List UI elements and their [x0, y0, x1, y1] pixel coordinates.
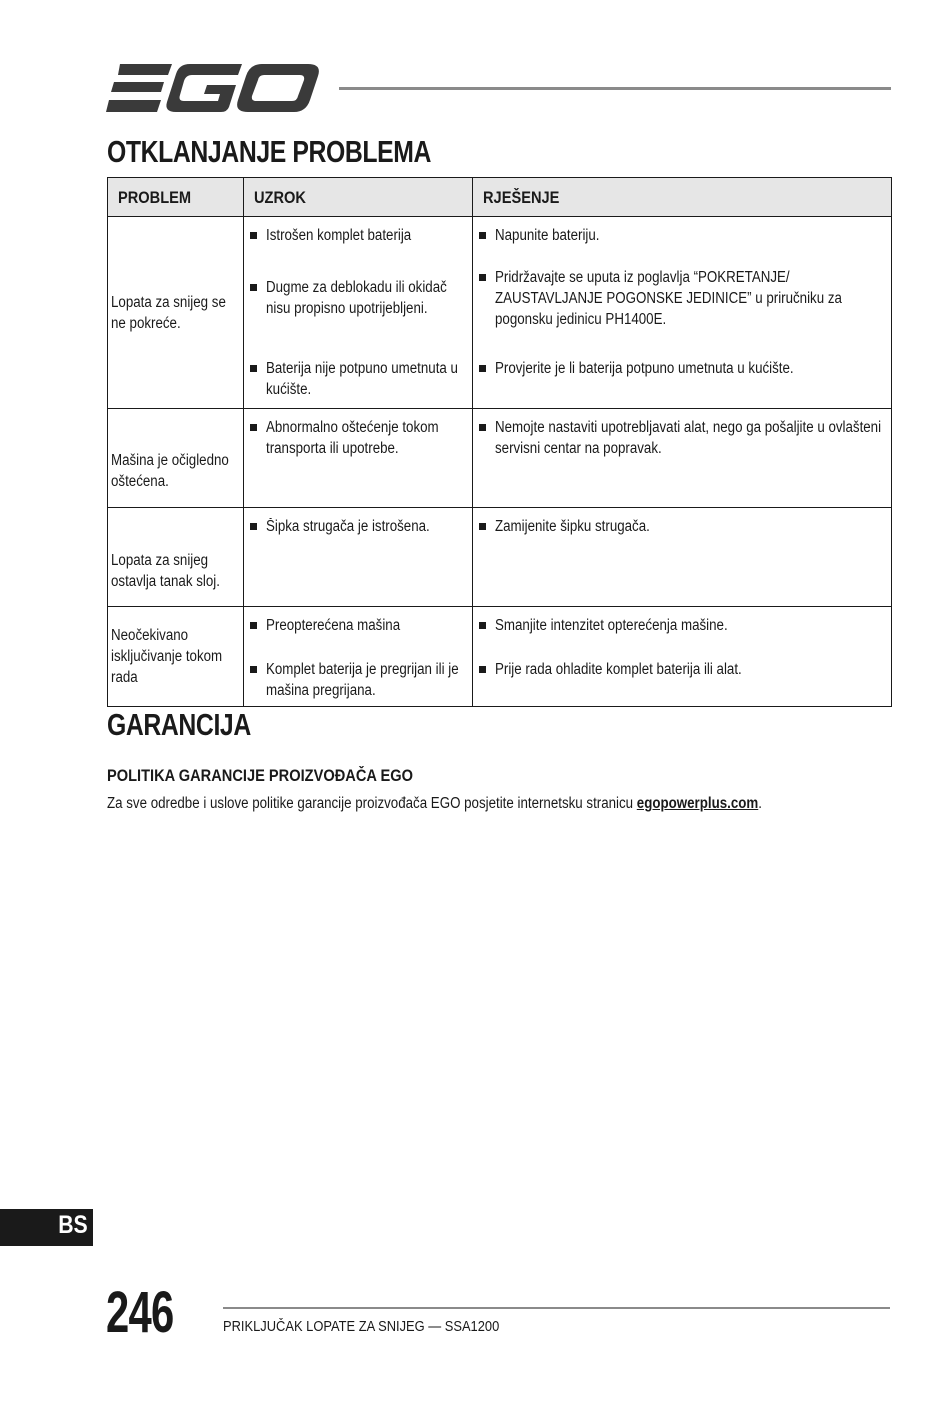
- troubleshooting-title: OTKLANJANJE PROBLEMA: [107, 134, 432, 169]
- footer-product-title: PRIKLJUČAK LOPATE ZA SNIJEG — SSA1200: [223, 1318, 500, 1335]
- header-solution: RJEŠENJE: [473, 178, 892, 217]
- list-item: Dugme za deblokadu ili okidač nisu propisno upotrijebljeni.: [244, 277, 472, 319]
- list-item: Napunite bateriju.: [473, 225, 891, 246]
- solution-cell: [473, 508, 892, 607]
- cause-cell: [244, 508, 473, 607]
- bullet-icon: [250, 365, 257, 372]
- list-item: Preopterećena mašina: [244, 615, 472, 636]
- page-number: 246: [106, 1280, 174, 1345]
- list-item: Baterija nije potpuno umetnuta u kućište.: [244, 358, 472, 400]
- table-header-row: [108, 178, 892, 217]
- problem-cell: Lopata za snijeg ostavlja tanak sloj.: [108, 508, 244, 607]
- solution-cell: [473, 409, 892, 508]
- table-row: [108, 217, 892, 409]
- bullet-icon: [479, 424, 486, 431]
- bullet-icon: [479, 274, 486, 281]
- language-badge: [0, 1209, 93, 1246]
- problem-cell: Neočekivano isključivanje tokom rada: [108, 607, 244, 707]
- problem-cell: Mašina je očigledno oštećena.: [108, 409, 244, 508]
- header-cause: UZROK: [244, 178, 473, 217]
- bullet-icon: [250, 622, 257, 629]
- table-row: [108, 409, 892, 508]
- warranty-text: Za sve odredbe i uslove politike garancije proizvođača EGO posjetite internetsku stranicu egopowerplus.com.: [107, 795, 762, 812]
- cause-cell: [244, 409, 473, 508]
- warranty-link[interactable]: egopowerplus.com: [636, 795, 759, 812]
- bullet-icon: [479, 365, 486, 372]
- list-item: Nemojte nastaviti upotrebljavati alat, nego ga pošaljite u ovlašteni servisni centar na popravak.: [473, 417, 891, 459]
- bullet-icon: [250, 284, 257, 291]
- bullet-icon: [250, 523, 257, 530]
- bullet-icon: [250, 666, 257, 673]
- list-item: Pridržavajte se uputa iz poglavlja “POKRETANJE/ ZAUSTAVLJANJE POGONSKE JEDINICE” u priručniku za pogonsku jedinicu PH1400E.: [473, 267, 891, 330]
- list-item: Istrošen komplet baterija: [244, 225, 472, 246]
- header-problem: PROBLEM: [108, 178, 244, 217]
- header-rule: [339, 87, 891, 90]
- solution-cell: [473, 217, 892, 409]
- troubleshooting-table: [107, 177, 892, 707]
- list-item: Zamijenite šipku strugača.: [473, 516, 891, 537]
- solution-cell: [473, 607, 892, 707]
- bullet-icon: [250, 424, 257, 431]
- list-item: Šipka strugača je istrošena.: [244, 516, 472, 537]
- language-label: BS: [58, 1211, 88, 1239]
- list-item: Abnormalno oštećenje tokom transporta ili upotrebe.: [244, 417, 472, 459]
- warranty-title: GARANCIJA: [107, 707, 251, 742]
- cause-cell: [244, 217, 473, 409]
- cause-cell: [244, 607, 473, 707]
- ego-logo: [106, 62, 320, 114]
- list-item: Komplet baterija je pregrijan ili je mašina pregrijana.: [244, 659, 472, 701]
- footer-rule: [223, 1307, 890, 1309]
- bullet-icon: [479, 232, 486, 239]
- table-row: [108, 607, 892, 707]
- bullet-icon: [479, 523, 486, 530]
- list-item: Prije rada ohladite komplet baterija ili alat.: [473, 659, 891, 680]
- table-row: [108, 508, 892, 607]
- warranty-subtitle: POLITIKA GARANCIJE PROIZVOĐAČA EGO: [107, 766, 413, 785]
- list-item: Provjerite je li baterija potpuno umetnuta u kućište.: [473, 358, 891, 379]
- problem-cell: Lopata za snijeg se ne pokreće.: [108, 217, 244, 409]
- bullet-icon: [479, 622, 486, 629]
- bullet-icon: [250, 232, 257, 239]
- bullet-icon: [479, 666, 486, 673]
- list-item: Smanjite intenzitet opterećenja mašine.: [473, 615, 891, 636]
